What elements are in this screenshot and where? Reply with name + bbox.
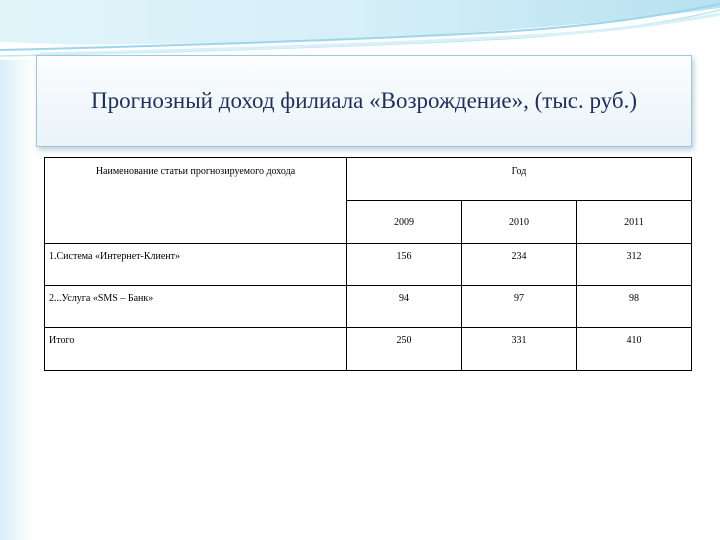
year-header-2009: 2009 [347, 201, 462, 244]
value-cell [462, 244, 577, 286]
value: 94 [399, 293, 409, 304]
slide-title: Прогнозный доход филиала «Возрождение», (тыс. руб.) [90, 88, 637, 113]
value-cell [347, 328, 462, 371]
income-forecast-table [44, 157, 692, 371]
title-box [36, 55, 692, 147]
value: 234 [511, 251, 527, 262]
header-item-name-cell [45, 158, 347, 244]
header-year: Год [511, 166, 527, 177]
value-cell [577, 328, 692, 371]
row-name: Итого [49, 335, 75, 346]
header-year-cell [347, 158, 692, 201]
left-gradient-strip [0, 0, 34, 540]
row-name-cell [45, 244, 347, 286]
value: 97 [514, 293, 524, 304]
row-name: 1.Система «Интернет-Клиент» [49, 251, 181, 262]
value-cell [347, 286, 462, 328]
value: 331 [511, 335, 527, 346]
table-row-total [45, 328, 692, 371]
header-item-name: Наименование статьи прогнозируемого дохода [95, 166, 296, 177]
value-cell [462, 286, 577, 328]
row-name: 2...Услуга «SMS – Банк» [49, 293, 154, 304]
value-cell [462, 328, 577, 371]
value: 410 [626, 335, 642, 346]
value-cell [577, 286, 692, 328]
decorative-wave-header [0, 0, 720, 60]
value-cell [347, 244, 462, 286]
year-header-2011: 2011 [577, 201, 692, 244]
value: 312 [626, 251, 642, 262]
table-row [45, 244, 692, 286]
row-name-cell [45, 286, 347, 328]
value: 98 [629, 293, 639, 304]
row-name-cell [45, 328, 347, 371]
table-row [45, 286, 692, 328]
value: 156 [396, 251, 412, 262]
year-header-2010: 2010 [462, 201, 577, 244]
value: 250 [396, 335, 412, 346]
value-cell [577, 244, 692, 286]
